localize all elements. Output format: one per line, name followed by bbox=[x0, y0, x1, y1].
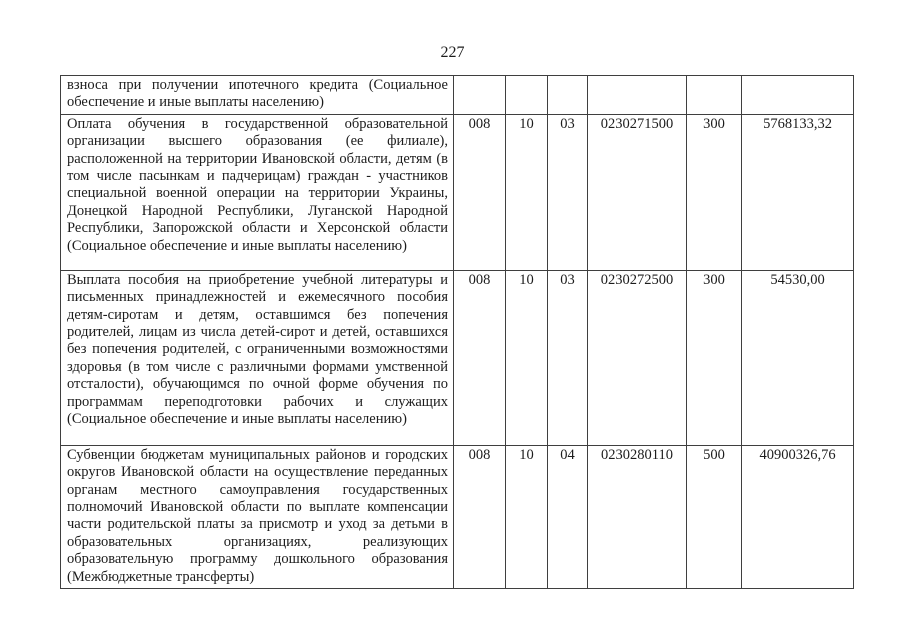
vr-code-cell: 500 bbox=[687, 445, 742, 588]
podrazdel-code-cell: 03 bbox=[548, 270, 588, 445]
amount-cell: 40900326,76 bbox=[742, 445, 854, 588]
budget-table bbox=[60, 75, 854, 589]
razdel-code-cell bbox=[506, 76, 548, 115]
csr-code-cell: 0230280110 bbox=[588, 445, 687, 588]
table-row bbox=[61, 445, 854, 588]
description-cell: Субвенции бюджетам муниципальных районов и городских округов Ивановской области на осуществление переданных органам местного самоуправления государственных полномочий Ивановской области по выплате компенсации части родительской платы за присмотр и уход за детьми в образовательных организациях, реализующих образовательную программу дошкольного образования (Межбюджетные трансферты) bbox=[61, 445, 454, 588]
razdel-code-cell: 10 bbox=[506, 114, 548, 270]
grbs-code-cell: 008 bbox=[454, 114, 506, 270]
description-cell: Оплата обучения в государственной образовательной организации высшего образования (ее филиале), расположенной на территории Ивановской области, детям (в том числе пасынкам и падчерицам) граждан - участников специальной военной операции на территории Украины, Донецкой Народной Республики, Луганской Народной Республики, Запорожской области и Херсонской области (Социальное обеспечение и иные выплаты населению) bbox=[61, 114, 454, 270]
description-cell: Выплата пособия на приобретение учебной литературы и письменных принадлежностей и ежемесячного пособия детям-сиротам и детям, оставшимся без попечения родителей, лицам из числа детей-сирот и детей, оставшихся без попечения родителей, с ограниченными возможностями здоровья (в том числе с различными формами умственной отсталости), обучающимся по очной форме обучения по программам переподготовки рабочих и служащих (Социальное обеспечение и иные выплаты населению) bbox=[61, 270, 454, 445]
podrazdel-code-cell: 04 bbox=[548, 445, 588, 588]
vr-code-cell bbox=[687, 76, 742, 115]
grbs-code-cell: 008 bbox=[454, 445, 506, 588]
razdel-code-cell: 10 bbox=[506, 270, 548, 445]
podrazdel-code-cell bbox=[548, 76, 588, 115]
table-row bbox=[61, 114, 854, 270]
amount-cell bbox=[742, 76, 854, 115]
amount-cell: 5768133,32 bbox=[742, 114, 854, 270]
grbs-code-cell: 008 bbox=[454, 270, 506, 445]
csr-code-cell: 0230272500 bbox=[588, 270, 687, 445]
razdel-code-cell: 10 bbox=[506, 445, 548, 588]
description-cell: взноса при получении ипотечного кредита (Социальное обеспечение и иные выплаты населению) bbox=[61, 76, 454, 115]
csr-code-cell: 0230271500 bbox=[588, 114, 687, 270]
page-number: 227 bbox=[440, 44, 465, 61]
grbs-code-cell bbox=[454, 76, 506, 115]
table-row bbox=[61, 76, 854, 115]
podrazdel-code-cell: 03 bbox=[548, 114, 588, 270]
vr-code-cell: 300 bbox=[687, 270, 742, 445]
vr-code-cell: 300 bbox=[687, 114, 742, 270]
amount-cell: 54530,00 bbox=[742, 270, 854, 445]
table-row bbox=[61, 270, 854, 445]
csr-code-cell bbox=[588, 76, 687, 115]
